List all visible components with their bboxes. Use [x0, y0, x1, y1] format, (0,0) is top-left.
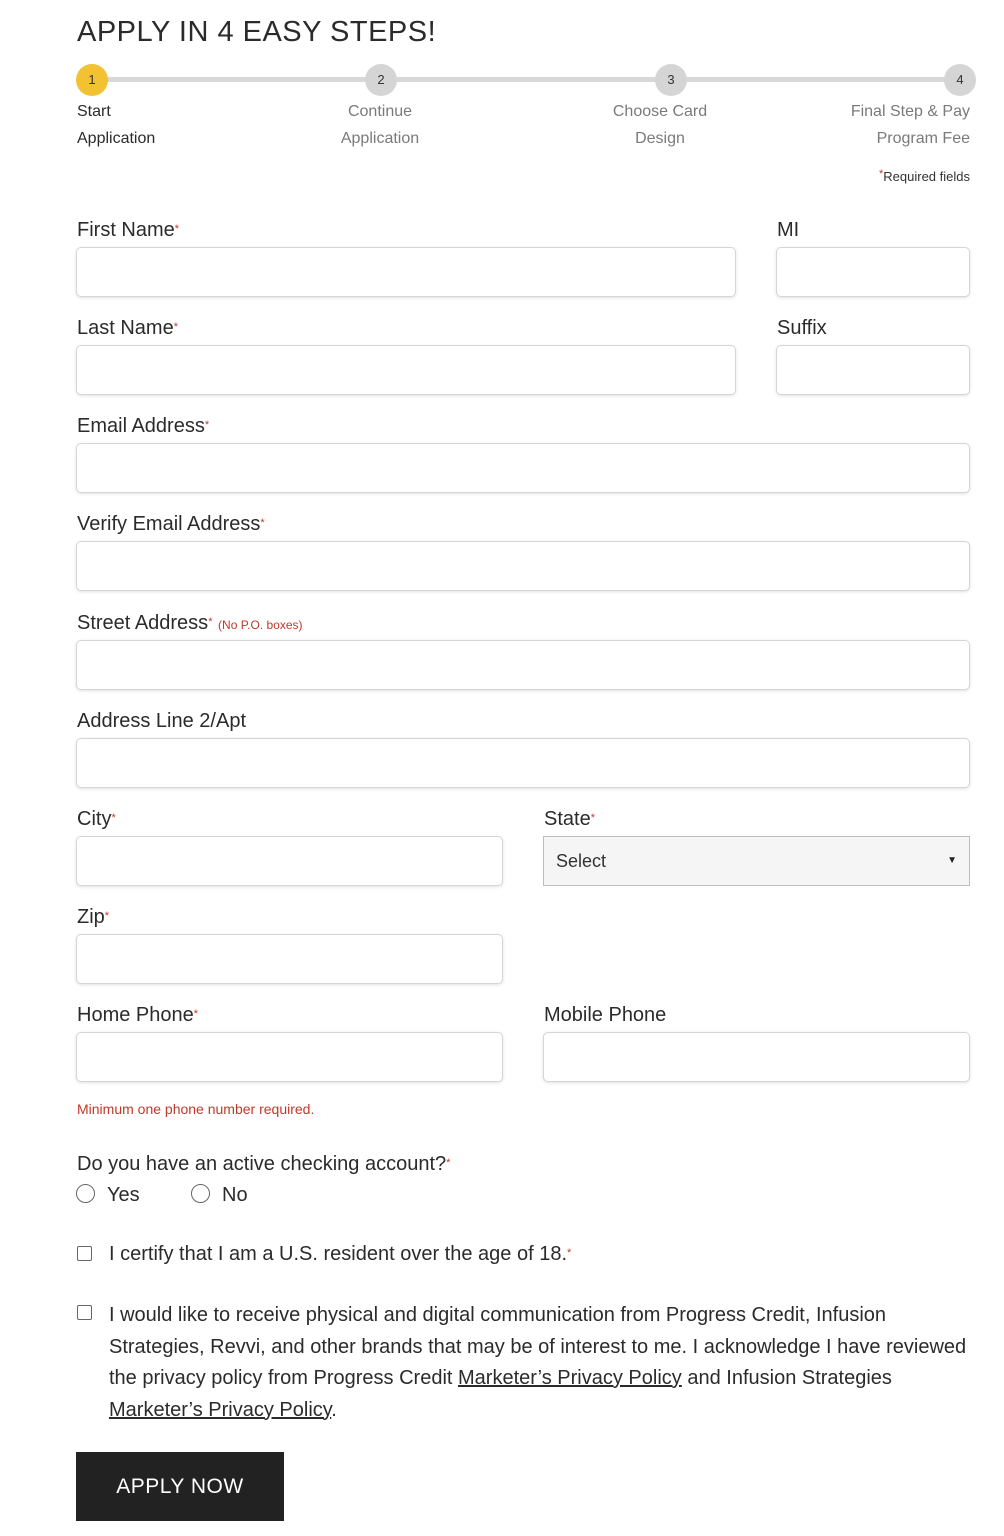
required-marker: *: [879, 168, 884, 180]
verify-email-input[interactable]: [76, 541, 970, 591]
apply-now-button[interactable]: APPLY NOW: [76, 1452, 284, 1521]
certify-text: I certify that I am a U.S. resident over the age of 18.: [109, 1243, 568, 1265]
last-name-input[interactable]: [76, 345, 736, 395]
consent-text-middle: and Infusion Strategies: [681, 1367, 892, 1389]
step-2-line2: Application: [340, 130, 420, 147]
required-marker: *: [174, 223, 180, 235]
mobile-phone-input[interactable]: [543, 1032, 970, 1082]
city-label-text: City: [77, 808, 112, 830]
progress-track: [92, 77, 960, 82]
checking-yes-label[interactable]: Yes: [107, 1184, 140, 1206]
consent-text-end: .: [331, 1398, 337, 1421]
checking-yes-radio[interactable]: [76, 1184, 95, 1203]
step-4-indicator: 4: [944, 64, 976, 96]
step-4-label: [770, 98, 970, 152]
required-marker: *: [567, 1247, 572, 1259]
required-marker: *: [446, 1157, 451, 1169]
chevron-down-icon: ▼: [947, 855, 957, 866]
zip-label-text: Zip: [77, 906, 105, 928]
step-3-line2: Design: [635, 130, 685, 147]
state-label-text: State: [544, 808, 591, 830]
address-line2-input[interactable]: [76, 738, 970, 788]
step-1-label: [77, 98, 277, 152]
required-marker: *: [173, 321, 178, 333]
step-1-line2: Application: [77, 130, 156, 147]
state-select[interactable]: [543, 836, 970, 886]
required-marker: *: [193, 1008, 199, 1020]
certify-label: [109, 1243, 571, 1266]
last-name-label: [77, 317, 178, 340]
email-label: [77, 415, 209, 438]
mi-label: MI: [777, 219, 800, 241]
state-select-value: Select: [556, 851, 607, 871]
verify-email-label: [77, 513, 265, 536]
street-address-label-text: Street Address: [77, 612, 209, 634]
state-label: [544, 808, 595, 831]
checking-question: [77, 1153, 450, 1176]
zip-input[interactable]: [76, 934, 503, 984]
city-label: [77, 808, 116, 831]
page-title: APPLY IN 4 EASY STEPS!: [77, 16, 437, 48]
suffix-label: Suffix: [777, 317, 827, 339]
checking-no-radio[interactable]: [191, 1184, 210, 1203]
address-line2-label: Address Line 2/Apt: [77, 710, 246, 732]
step-3-line1: Choose Card: [612, 103, 708, 120]
required-marker: *: [208, 616, 213, 628]
step-1-line1: Start: [77, 103, 111, 120]
home-phone-label-text: Home Phone: [77, 1004, 194, 1026]
step-4-line1: Final Step & Pay: [850, 103, 970, 120]
home-phone-label: [77, 1004, 198, 1027]
zip-label: [77, 906, 109, 929]
step-2-indicator: 2: [365, 64, 397, 96]
first-name-label: [77, 219, 179, 242]
required-marker: *: [104, 910, 110, 922]
step-2-line1: Continue: [347, 103, 413, 120]
checking-question-text: Do you have an active checking account?: [77, 1153, 447, 1175]
consent-checkbox[interactable]: [77, 1305, 92, 1320]
required-marker: *: [111, 812, 116, 824]
mi-input[interactable]: [776, 247, 970, 297]
checking-no-label[interactable]: No: [222, 1184, 248, 1206]
po-box-note: (No P.O. boxes): [218, 618, 303, 632]
required-note-text: Required fields: [883, 169, 970, 184]
first-name-input[interactable]: [76, 247, 736, 297]
street-address-input[interactable]: [76, 640, 970, 690]
step-3-label: [560, 98, 760, 152]
certify-checkbox[interactable]: [77, 1246, 92, 1261]
step-2-label: [280, 98, 480, 152]
progress-credit-privacy-link[interactable]: Marketer’s Privacy Policy: [458, 1367, 682, 1389]
last-name-label-text: Last Name: [77, 317, 174, 339]
required-marker: *: [204, 419, 210, 431]
step-4-line2: Program Fee: [876, 130, 970, 147]
first-name-label-text: First Name: [77, 219, 175, 241]
required-marker: *: [590, 812, 595, 824]
verify-email-label-text: Verify Email Address: [77, 513, 261, 535]
required-fields-note: [879, 168, 970, 184]
suffix-input[interactable]: [776, 345, 970, 395]
mobile-phone-label: Mobile Phone: [544, 1004, 667, 1026]
step-3-indicator: 3: [655, 64, 687, 96]
required-marker: *: [260, 517, 265, 529]
street-address-label: [77, 612, 303, 635]
email-label-text: Email Address: [77, 415, 205, 437]
step-1-indicator: 1: [76, 64, 108, 96]
consent-text: [109, 1300, 969, 1426]
city-input[interactable]: [76, 836, 503, 886]
email-input[interactable]: [76, 443, 970, 493]
phone-error-message: Minimum one phone number required.: [77, 1101, 315, 1117]
infusion-strategies-privacy-link[interactable]: Marketer’s Privacy Policy: [109, 1398, 332, 1421]
home-phone-input[interactable]: [76, 1032, 503, 1082]
consent-text-before: I would like to receive physical and digital communication from Progress Credit, Infusion Strategies, Revvi, and other brands that may be of interest to me. I acknowledge I have reviewed the privacy policy from Progress Credit: [109, 1304, 967, 1389]
